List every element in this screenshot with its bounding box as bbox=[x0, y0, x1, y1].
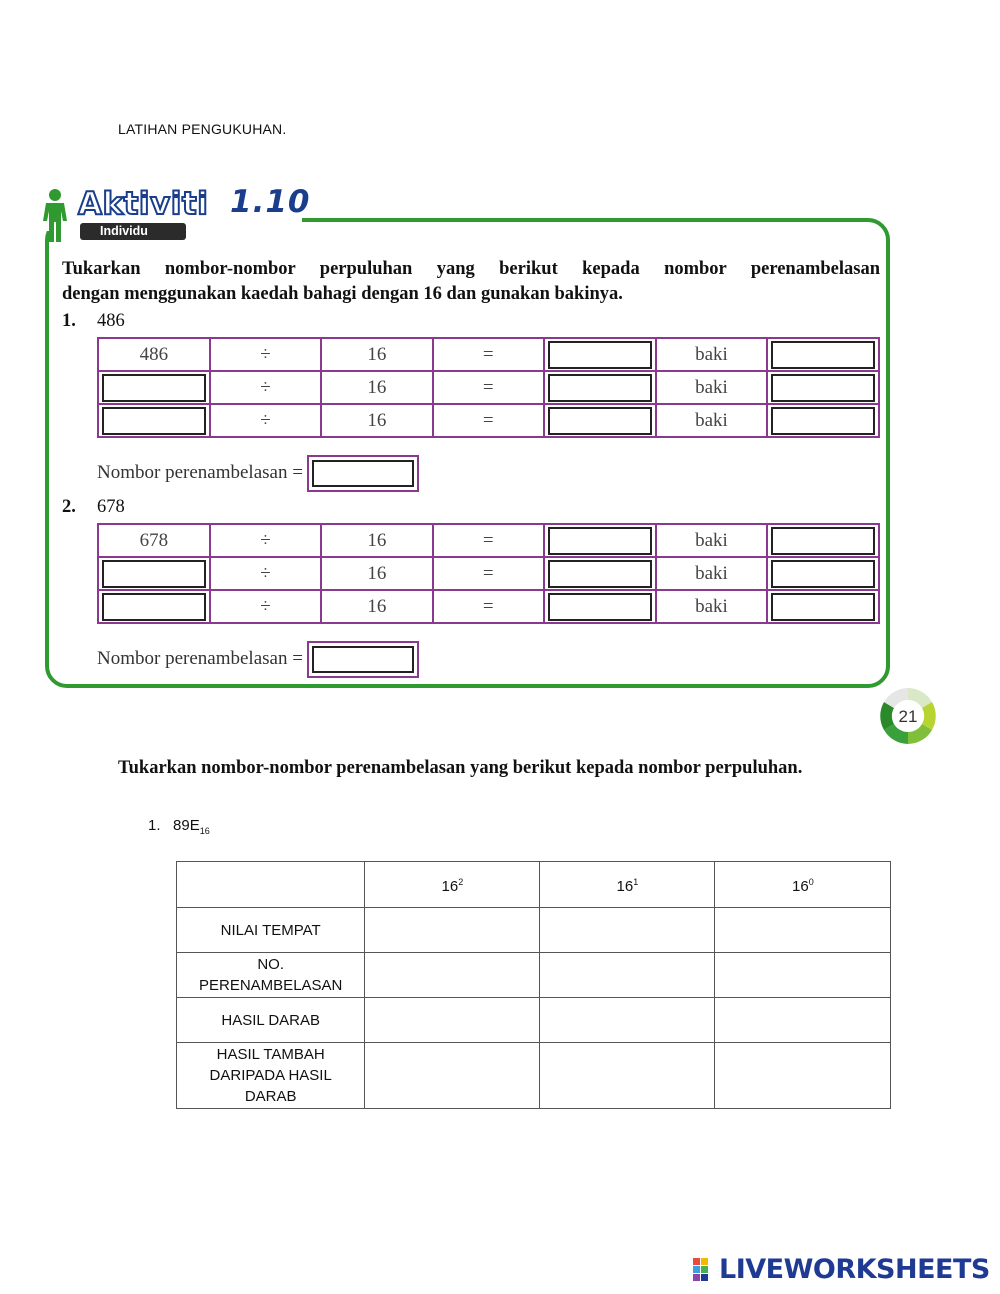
division-row: ÷ 16 = baki bbox=[98, 404, 879, 437]
row-label: HASIL TAMBAH DARIPADA HASIL DARAB bbox=[177, 1043, 365, 1109]
answer-cell[interactable] bbox=[365, 1043, 540, 1109]
header-power-1: $16^1$ bbox=[540, 862, 715, 908]
row-label: NO. PERENAMBELASAN bbox=[177, 953, 365, 998]
quotient-input[interactable] bbox=[548, 374, 652, 402]
answer-cell[interactable] bbox=[365, 953, 540, 998]
question-2-label: 2. 678 bbox=[62, 497, 125, 517]
person-icon bbox=[40, 188, 70, 244]
answer-cell[interactable] bbox=[540, 908, 715, 953]
quotient-input[interactable] bbox=[548, 560, 652, 588]
activity-tag: Individu bbox=[80, 223, 186, 240]
answer-cell[interactable] bbox=[715, 953, 891, 998]
page-heading: LATIHAN PENGUKUHAN. bbox=[118, 121, 287, 137]
remainder-input[interactable] bbox=[771, 560, 875, 588]
division-row: ÷ 16 = baki bbox=[98, 371, 879, 404]
dividend-input[interactable] bbox=[102, 560, 206, 588]
quotient-input[interactable] bbox=[548, 407, 652, 435]
activity-title: Aktiviti bbox=[78, 186, 209, 222]
answer-cell[interactable] bbox=[540, 998, 715, 1043]
answer-cell[interactable] bbox=[715, 908, 891, 953]
division-row: 486 ÷ 16 = baki bbox=[98, 338, 879, 371]
hex-result-input[interactable] bbox=[307, 455, 419, 492]
answer-cell[interactable] bbox=[715, 1043, 891, 1109]
dividend-input[interactable] bbox=[102, 374, 206, 402]
result-row-2: Nombor perenambelasan = bbox=[97, 641, 419, 678]
dividend-input[interactable] bbox=[102, 593, 206, 621]
hex-result-input[interactable] bbox=[307, 641, 419, 678]
activity-instruction: Tukarkan nombor-nombor perpuluhan yang berikut kepada nombor perenambelasan dengan menggunakan kaedah bahagi dengan 16 dan gunakan bakinya. bbox=[62, 259, 880, 304]
activity-number: 1.10 bbox=[230, 184, 311, 220]
question-1-label: 1. 486 bbox=[62, 311, 125, 331]
header-power-2: $16^2$ bbox=[365, 862, 540, 908]
answer-cell[interactable] bbox=[715, 998, 891, 1043]
answer-cell[interactable] bbox=[540, 1043, 715, 1109]
liveworksheets-brand[interactable]: LIVEWORKSHEETS bbox=[719, 1254, 990, 1285]
exercise-2-title: Tukarkan nombor-nombor perenambelasan yang berikut kepada nombor perpuluhan. bbox=[118, 758, 803, 778]
dividend-cell: 678 bbox=[98, 524, 210, 557]
quotient-input[interactable] bbox=[548, 527, 652, 555]
place-value-table bbox=[176, 861, 891, 1109]
remainder-input[interactable] bbox=[771, 407, 875, 435]
remainder-input[interactable] bbox=[771, 593, 875, 621]
division-row: 678 ÷ 16 = baki bbox=[98, 524, 879, 557]
remainder-input[interactable] bbox=[771, 527, 875, 555]
result-row-1: Nombor perenambelasan = bbox=[97, 455, 419, 492]
answer-cell[interactable] bbox=[540, 953, 715, 998]
division-row: ÷ 16 = baki bbox=[98, 557, 879, 590]
division-table-1 bbox=[97, 337, 880, 438]
header-power-0: $16^0$ bbox=[715, 862, 891, 908]
division-table-2 bbox=[97, 523, 880, 624]
remainder-input[interactable] bbox=[771, 341, 875, 369]
exercise-2-item: 1. $89E_{16}$ bbox=[148, 817, 210, 836]
answer-cell[interactable] bbox=[365, 908, 540, 953]
dividend-cell: 486 bbox=[98, 338, 210, 371]
row-label: HASIL DARAB bbox=[177, 998, 365, 1043]
answer-cell[interactable] bbox=[365, 998, 540, 1043]
row-label: NILAI TEMPAT bbox=[177, 908, 365, 953]
liveworksheets-logo-icon bbox=[693, 1258, 717, 1282]
svg-text:21: 21 bbox=[898, 707, 918, 726]
page-number-badge bbox=[876, 684, 940, 748]
dividend-input[interactable] bbox=[102, 407, 206, 435]
division-row: ÷ 16 = baki bbox=[98, 590, 879, 623]
remainder-input[interactable] bbox=[771, 374, 875, 402]
quotient-input[interactable] bbox=[548, 341, 652, 369]
quotient-input[interactable] bbox=[548, 593, 652, 621]
